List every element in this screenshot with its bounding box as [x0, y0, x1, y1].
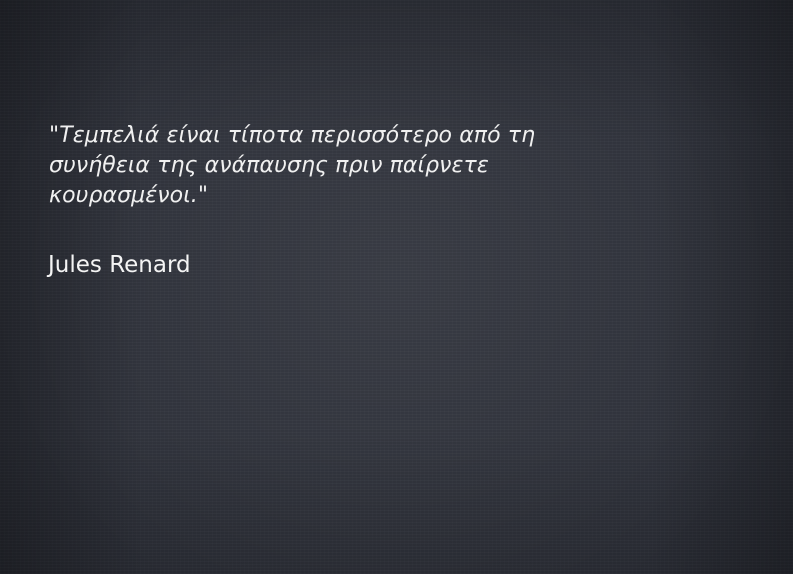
- quote-line-1: "Τεμπελιά είναι τίποτα περισσότερο από τη: [49, 123, 536, 148]
- quote-line-3: κουρασμένοι.": [49, 183, 209, 208]
- quote-block: [49, 121, 659, 211]
- quote-line-2: συνήθεια της ανάπαυσης πριν παίρνετε: [49, 153, 489, 178]
- quote-text: [49, 121, 659, 211]
- quote-author: Jules Renard: [48, 252, 191, 278]
